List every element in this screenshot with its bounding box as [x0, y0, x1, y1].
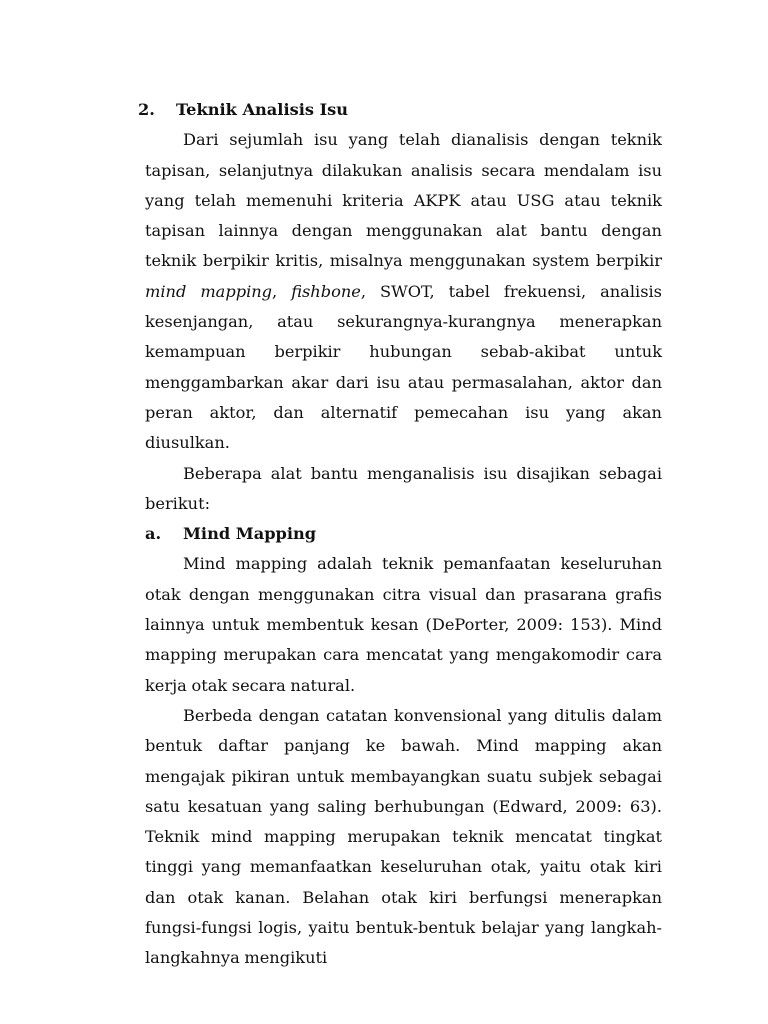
subsection-heading	[145, 519, 662, 549]
section-title: Teknik Analisis Isu	[176, 100, 349, 119]
paragraph-1	[145, 125, 662, 458]
paragraph-1-text-end: , SWOT, tabel frekuensi, analisis kesenjangan, atau sekurangnya-kurangnya menerapkan kemampuan berpikir hubungan sebab-akibat untuk menggambarkan akar dari isu atau permasalahan, aktor dan peran aktor, dan alternatif pemecahan isu yang akan diusulkan.	[145, 281, 662, 453]
paragraph-2: Beberapa alat bantu menganalisis isu disajikan sebagai berikut:	[145, 463, 662, 513]
paragraph-1-italic-term-1: mind mapping	[145, 281, 273, 301]
paragraph-1-text-start: Dari sejumlah isu yang telah dianalisis dengan teknik tapisan, selanjutnya dilakukan analisis secara mendalam isu yang telah memenuhi kriteria AKPK atau USG atau teknik tapisan lainnya dengan menggunakan alat bantu dengan teknik berpikir kritis, misalnya menggunakan system berpikir	[145, 130, 662, 271]
subsection-paragraph-2: Berbeda dengan catatan konvensional yang ditulis dalam bentuk daftar panjang ke bawah. Mind mapping akan mengajak pikiran untuk membayangkan suatu subjek sebagai satu kesatuan yang saling berhubungan (Edward, 2009: 63). Teknik mind mapping merupakan teknik mencatat tingkat tinggi yang memanfaatkan keseluruhan otak, yaitu otak kiri dan otak kanan. Belahan otak kiri berfungsi menerapkan fungsi-fungsi logis, yaitu bentuk-bentuk belajar yang langkah-langkahnya mengikuti	[145, 705, 662, 968]
paragraph-1-italic-term-2: fishbone	[291, 281, 361, 301]
section-heading	[138, 95, 662, 125]
subsection-title: Mind Mapping	[183, 524, 317, 544]
subsection-paragraph-1: Mind mapping adalah teknik pemanfaatan keseluruhan otak dengan menggunakan citra visual dan prasarana grafis lainnya untuk membentuk kesan (DePorter, 2009: 153). Mind mapping merupakan cara mencatat yang mengakomodir cara kerja otak secara natural.	[145, 554, 662, 695]
page-body	[138, 95, 662, 974]
paragraph-1-separator: ,	[272, 281, 292, 301]
subsection-number: a.	[145, 524, 162, 544]
section-number: 2.	[138, 100, 155, 119]
